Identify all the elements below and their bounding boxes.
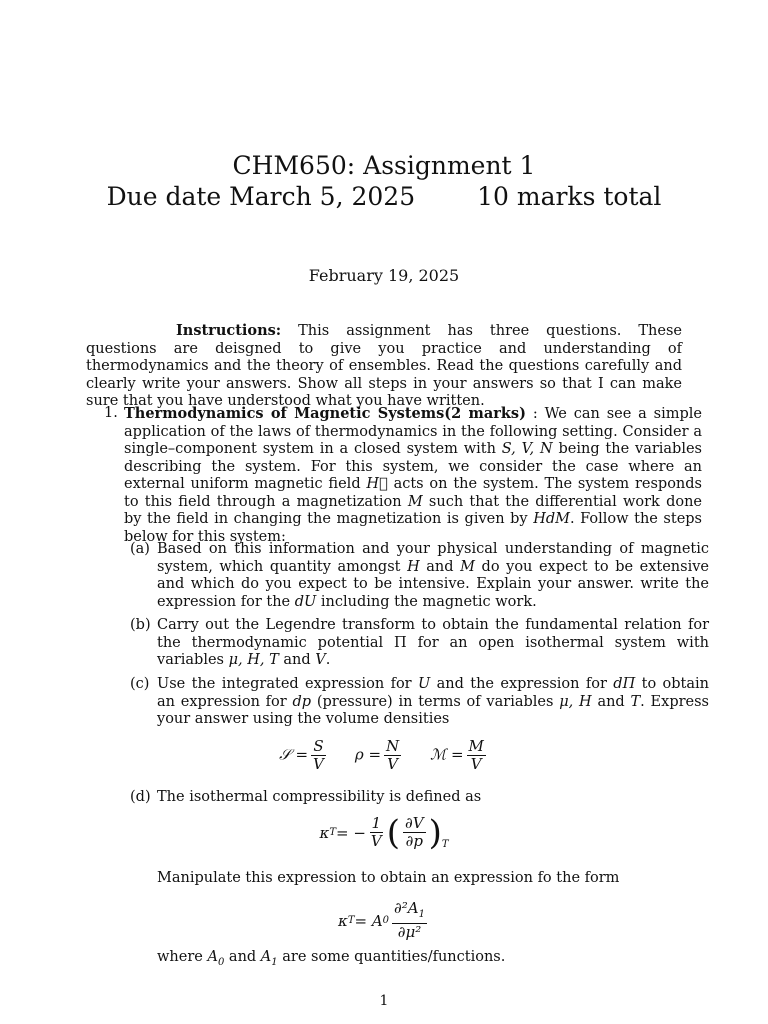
magnetization-density: ℳ = $\frac{M}{V}$ — [430, 737, 484, 773]
compressibility-form: κ T = A 0 $\frac{\partial^2A_1}{\text{∂μ²}}$ — [337, 899, 426, 941]
part-b: (b) Carry out the Legendre transform to obtain the fundamental relation for the thermodynamic potential Π for an open isothermal system with variables μ, H, T and V. — [130, 617, 709, 668]
part-c: (c) Use the integrated expression for U and the expression for dΠ to obtain an expression for dp (pressure) in terms of variables μ, H and T. Express your answer using the volume densities — [130, 676, 710, 727]
density-equations — [0, 738, 768, 773]
part-d: (d) The isothermal compressibility is defined as — [130, 789, 482, 805]
document-date: February 19, 2025 — [308, 266, 460, 285]
page-number: 1 — [379, 993, 389, 1009]
entropy-density: 𝒮 = $\frac{S}{V}$ — [279, 737, 324, 773]
due-line — [0, 181, 768, 213]
instructions-label: Instructions: — [176, 322, 282, 339]
due-date: Due date March 5, 2025 — [106, 182, 416, 211]
number-density: ρ = $\frac{N}{V}$ — [354, 737, 400, 773]
question-number: 1. — [104, 405, 118, 421]
instructions-text: This assignment has three questions. These questions are deisgned to give you practice and understanding of thermodynamics and the theory of ensembles. Read the questions carefully and clearly write your answers. Show all steps in your answers so that I can make sure that you have understood what you have written. — [86, 323, 682, 409]
compressibility-definition: κ T = − $\frac{1}{V}$ ( $\frac{\partial V}{\partial p}$ ) $_T$ — [319, 812, 449, 853]
question-heading: Thermodynamics of Magnetic Systems(2 marks) — [124, 405, 526, 422]
part-d-instruction: Manipulate this expression to obtain an expression fo the form — [157, 870, 620, 886]
part-a: (a) Based on this information and your physical understanding of magnetic system, which quantity amongst H and M do you expect to be extensive and which do you expect to be intensive. Explain your answer. write the expression for the dU including the magnetic work. — [130, 541, 709, 610]
question-1: 1. Thermodynamics of Magnetic Systems(2 marks) : We can see a simple application of the laws of thermodynamics in the following setting. Consider a single–component system in a closed system with S, V, N being the variables describing the system. For this system, we consider the case where an external uniform magnetic field H⃗ acts on the system. The system responds to this field through a magnetization M such that the differential work done by the field in changing the magnetization is given by HdM. Follow the steps below for this system: — [104, 405, 703, 545]
total-marks: 10 marks total — [477, 182, 662, 211]
part-d-note: where $A_0$ and $A_1$ are some quantities/functions. — [157, 949, 506, 968]
assignment-title: CHM650: Assignment 1 — [232, 151, 536, 180]
instructions-paragraph — [86, 322, 682, 411]
